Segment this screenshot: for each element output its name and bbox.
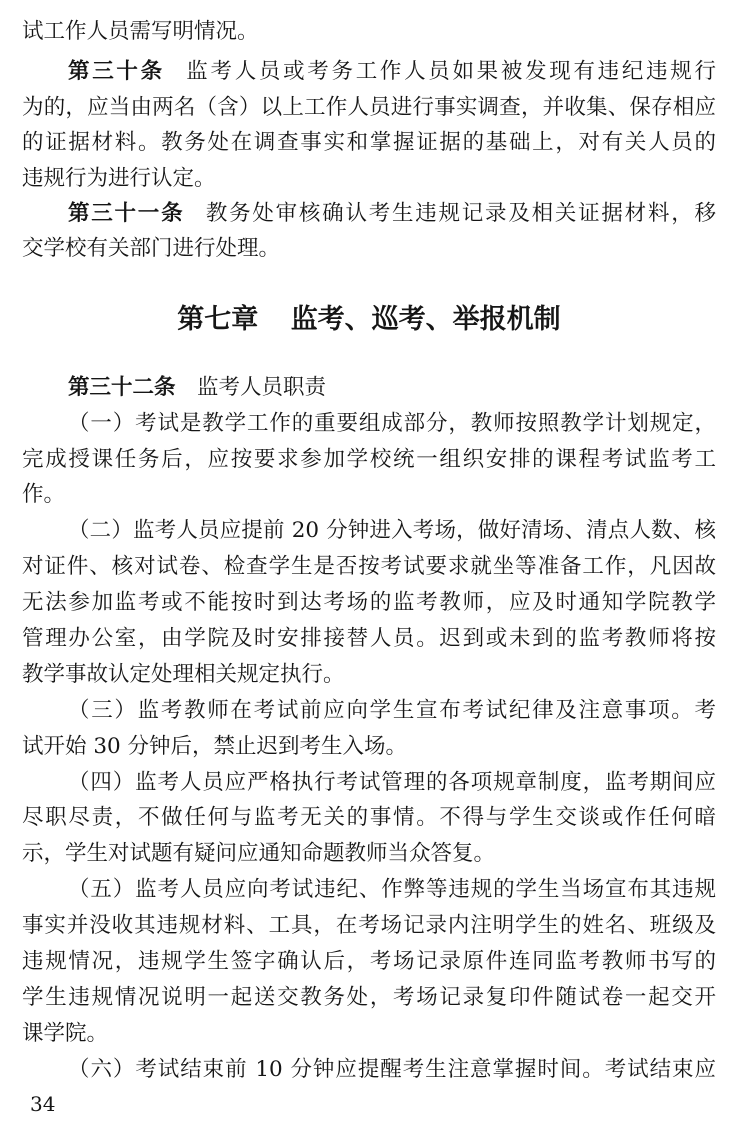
- article-text: 监考人员或考务工作人员如果被发现有违纪违规行: [186, 59, 716, 85]
- chapter-number: 第七章: [177, 303, 259, 335]
- article-32: [22, 370, 716, 1088]
- text-line: 示，学生对试题有疑问应通知命题教师当众答复。: [22, 841, 496, 867]
- text-line: 违规行为进行认定。: [22, 165, 216, 191]
- chapter-heading: [22, 300, 716, 340]
- text-line: （五）监考人员应向考试违纪、作弊等违规的学生当场宣布其违规: [68, 877, 716, 903]
- text-line: 无法参加监考或不能按时到达考场的监考教师，应及时通知学院教学: [22, 590, 716, 616]
- paragraph-item-4: [22, 765, 716, 873]
- article-label: 第三十条: [68, 59, 165, 85]
- text-line: 教学事故认定处理相关规定执行。: [22, 661, 345, 687]
- text-line: 事实并没收其违规材料、工具，在考场记录内注明学生的姓名、班级及: [22, 913, 716, 939]
- paragraph-item-5: [22, 872, 716, 1051]
- text-line: 尽职尽责，不做任何与监考无关的事情。不得与学生交谈或作任何暗: [22, 805, 716, 831]
- article-text: 教务处审核确认考生违规记录及相关证据材料，移: [205, 200, 716, 226]
- text-line: （一）考试是教学工作的重要组成部分，教师按照教学计划规定，: [68, 410, 716, 436]
- text-line: 作。: [22, 482, 66, 508]
- article-label: 第三十一条: [68, 200, 185, 226]
- paragraph-item-1: [22, 406, 716, 514]
- text-line: [22, 196, 716, 231]
- article-title: 监考人员职责: [197, 374, 327, 400]
- text-line: 试开始 30 分钟后，禁止迟到考生入场。: [22, 733, 408, 759]
- text-line: （六）考试结束前 10 分钟应提醒考生注意掌握时间。考试结束应: [68, 1056, 716, 1082]
- text-line: 课学院。: [22, 1020, 109, 1046]
- text-line: 试工作人员需写明情况。: [22, 19, 259, 44]
- text-line: 完成授课任务后，应按要求参加学校统一组织安排的课程考试监考工: [22, 446, 716, 472]
- paragraph-item-6: [22, 1052, 716, 1088]
- paragraph-item-2: [22, 513, 716, 692]
- text-line: （二）监考人员应提前 20 分钟进入考场，做好清场、清点人数、核: [68, 518, 716, 544]
- text-line: [22, 54, 716, 89]
- article-label: 第三十二条: [68, 374, 176, 400]
- paragraph-item-3: [22, 693, 716, 765]
- text-line: 管理办公室，由学院及时安排接替人员。迟到或未到的监考教师将按: [22, 625, 716, 651]
- article-31: [22, 196, 716, 267]
- text-line: 交学校有关部门进行处理。: [22, 236, 281, 262]
- document-body: [22, 14, 716, 1088]
- paragraph-continuation: [22, 14, 716, 49]
- text-line: 的证据材料。教务处在调查事实和掌握证据的基础上，对有关人员的: [22, 130, 716, 156]
- text-line: [22, 370, 716, 406]
- text-line: （三）监考教师在考试前应向学生宣布考试纪律及注意事项。考: [68, 697, 716, 723]
- text-line: 学生违规情况说明一起送交教务处，考场记录复印件随试卷一起交开: [22, 984, 716, 1010]
- text-line: （四）监考人员应严格执行考试管理的各项规章制度，监考期间应: [68, 769, 716, 795]
- chapter-title: 监考、巡考、举报机制: [290, 303, 561, 335]
- article-30: [22, 54, 716, 196]
- text-line: 为的，应当由两名（含）以上工作人员进行事实调查，并收集、保存相应: [22, 94, 716, 120]
- text-line: 对证件、核对试卷、检查学生是否按考试要求就坐等准备工作，凡因故: [22, 554, 716, 580]
- text-line: 违规情况，违规学生签字确认后，考场记录原件连同监考教师书写的: [22, 948, 716, 974]
- page-number: 34: [30, 1092, 56, 1116]
